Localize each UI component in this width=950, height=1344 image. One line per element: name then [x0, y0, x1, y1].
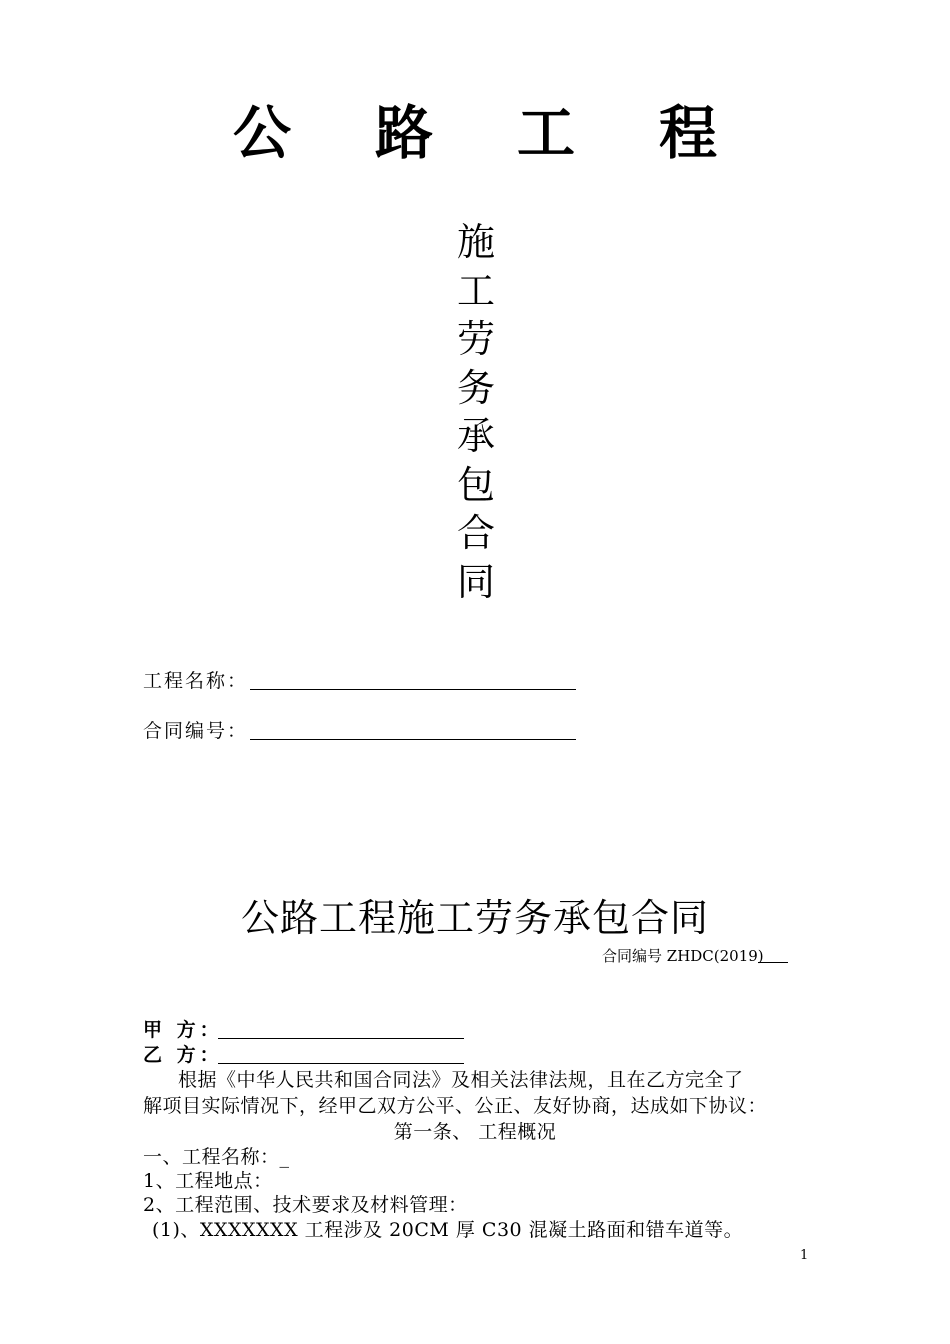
vertical-title-char: 务: [456, 365, 495, 410]
intro-paragraph-line: 解项目实际情况下，经甲乙双方公平、公正、友好协商，达成如下协议：: [143, 1095, 768, 1117]
vertical-title-char: 施: [456, 220, 495, 264]
project-name-label: 工程名称：: [143, 670, 249, 692]
section-project-name: 一、工程名称：_: [143, 1146, 290, 1168]
party-b-blank[interactable]: [218, 1063, 464, 1064]
vertical-title-char: 合: [456, 511, 495, 555]
article-heading: 第一条、 工程概况: [393, 1121, 557, 1143]
vertical-title-char: 劳: [456, 317, 495, 361]
page-number: 1: [800, 1248, 809, 1263]
party-a-label: 甲 方：: [143, 1019, 223, 1041]
cover-vertical-title: [448, 218, 504, 606]
item-location: 1、工程地点：: [143, 1170, 273, 1192]
intro-paragraph-line: 根据《中华人民共和国合同法》及相关法律法规，且在乙方完全了: [178, 1069, 744, 1091]
project-name-blank[interactable]: [250, 689, 576, 690]
party-a-blank[interactable]: [218, 1038, 464, 1039]
vertical-title-char: 包: [456, 462, 495, 507]
vertical-title-char: 承: [456, 414, 495, 458]
contract-code: 合同编号 ZHDC(2019): [602, 947, 764, 965]
contract-no-blank[interactable]: [250, 739, 576, 740]
contract-code-blank[interactable]: [758, 962, 788, 963]
vertical-title-char: 同: [456, 559, 495, 604]
vertical-title-char: 工: [456, 268, 495, 313]
party-b-label: 乙 方：: [143, 1044, 223, 1066]
cover-main-title: 公 路 工 程: [233, 99, 749, 167]
contract-no-label: 合同编号：: [143, 720, 249, 742]
contract-heading: 公路工程施工劳务承包合同: [240, 896, 709, 940]
item-scope-detail: (1)、XXXXXXX 工程涉及 20CM 厚 C30 混凝土路面和错车道等。: [152, 1219, 744, 1241]
item-scope: 2、工程范围、技术要求及材料管理：: [143, 1194, 468, 1216]
